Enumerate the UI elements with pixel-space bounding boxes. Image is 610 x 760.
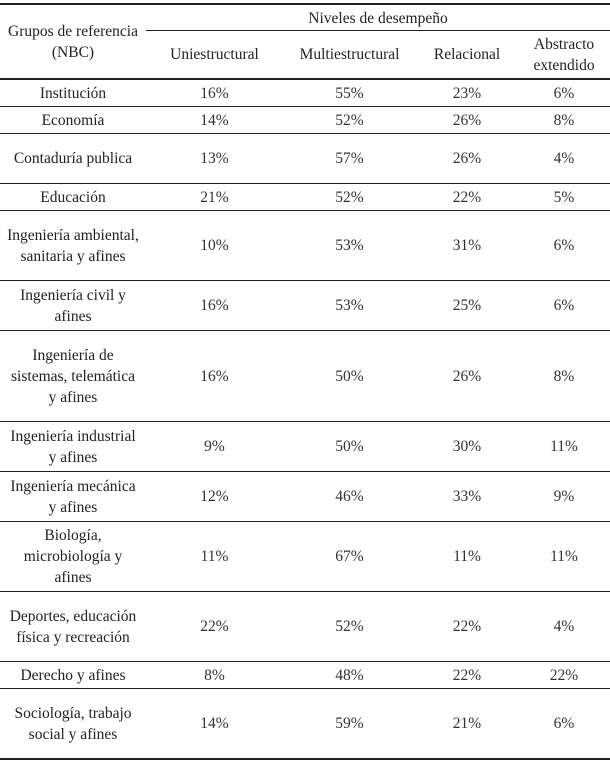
- cell-relacional: 26%: [416, 107, 518, 134]
- cell-multiestructural: 52%: [283, 592, 416, 662]
- row-group-label: Derecho y afines: [0, 662, 146, 689]
- cell-multiestructural: 55%: [283, 79, 416, 107]
- cell-multiestructural: 48%: [283, 662, 416, 689]
- cell-uniestructural: 12%: [146, 472, 283, 522]
- cell-relacional: 30%: [416, 422, 518, 472]
- cell-abstracto-extendido: 11%: [518, 522, 610, 592]
- cell-relacional: 22%: [416, 662, 518, 689]
- cell-multiestructural: 53%: [283, 281, 416, 331]
- cell-relacional: 21%: [416, 689, 518, 760]
- row-group-label: Ingeniería ambiental, sanitaria y afines: [0, 211, 146, 281]
- cell-uniestructural: 16%: [146, 79, 283, 107]
- row-group-label: Deportes, educación física y recreación: [0, 592, 146, 662]
- cell-abstracto-extendido: 4%: [518, 134, 610, 184]
- cell-multiestructural: 57%: [283, 134, 416, 184]
- cell-abstracto-extendido: 6%: [518, 79, 610, 107]
- cell-uniestructural: 9%: [146, 422, 283, 472]
- performance-levels-table: [0, 3, 610, 760]
- row-group-label: Ingeniería mecánica y afines: [0, 472, 146, 522]
- table-row: [0, 422, 610, 472]
- group-column-header: Grupos de referencia (NBC): [0, 4, 146, 79]
- table-row: [0, 184, 610, 211]
- cell-uniestructural: 14%: [146, 107, 283, 134]
- row-group-label: Economía: [0, 107, 146, 134]
- cell-multiestructural: 52%: [283, 107, 416, 134]
- table-row: [0, 79, 610, 107]
- cell-abstracto-extendido: 8%: [518, 107, 610, 134]
- cell-relacional: 31%: [416, 211, 518, 281]
- cell-abstracto-extendido: 5%: [518, 184, 610, 211]
- table-row: [0, 662, 610, 689]
- table-row: [0, 472, 610, 522]
- column-header-relacional: Relacional: [416, 31, 518, 80]
- table-row: [0, 281, 610, 331]
- cell-uniestructural: 22%: [146, 592, 283, 662]
- cell-uniestructural: 13%: [146, 134, 283, 184]
- cell-relacional: 23%: [416, 79, 518, 107]
- cell-abstracto-extendido: 9%: [518, 472, 610, 522]
- cell-multiestructural: 50%: [283, 422, 416, 472]
- row-group-label: Biología, microbiología y afines: [0, 522, 146, 592]
- table-row: [0, 331, 610, 422]
- cell-uniestructural: 10%: [146, 211, 283, 281]
- cell-multiestructural: 67%: [283, 522, 416, 592]
- levels-header: Niveles de desempeño: [146, 4, 610, 31]
- row-group-label: Ingeniería de sistemas, telemática y afines: [0, 331, 146, 422]
- table-row: [0, 134, 610, 184]
- cell-abstracto-extendido: 4%: [518, 592, 610, 662]
- column-header-multiestructural: Multiestructural: [283, 31, 416, 80]
- cell-relacional: 33%: [416, 472, 518, 522]
- column-header-abstracto-extendido: Abstracto extendido: [518, 31, 610, 80]
- row-group-label: Educación: [0, 184, 146, 211]
- column-header-uniestructural: Uniestructural: [146, 31, 283, 80]
- cell-abstracto-extendido: 8%: [518, 331, 610, 422]
- cell-uniestructural: 8%: [146, 662, 283, 689]
- cell-multiestructural: 59%: [283, 689, 416, 760]
- cell-uniestructural: 21%: [146, 184, 283, 211]
- cell-relacional: 26%: [416, 331, 518, 422]
- cell-uniestructural: 16%: [146, 281, 283, 331]
- cell-abstracto-extendido: 11%: [518, 422, 610, 472]
- row-group-label: Ingeniería civil y afines: [0, 281, 146, 331]
- cell-abstracto-extendido: 22%: [518, 662, 610, 689]
- row-group-label: Contaduría publica: [0, 134, 146, 184]
- cell-abstracto-extendido: 6%: [518, 211, 610, 281]
- row-group-label: Sociología, trabajo social y afines: [0, 689, 146, 760]
- table-row: [0, 211, 610, 281]
- cell-abstracto-extendido: 6%: [518, 689, 610, 760]
- table-row: [0, 522, 610, 592]
- cell-uniestructural: 14%: [146, 689, 283, 760]
- cell-relacional: 22%: [416, 184, 518, 211]
- cell-relacional: 11%: [416, 522, 518, 592]
- cell-multiestructural: 46%: [283, 472, 416, 522]
- table-row: [0, 689, 610, 760]
- table-row: [0, 107, 610, 134]
- cell-relacional: 25%: [416, 281, 518, 331]
- cell-relacional: 26%: [416, 134, 518, 184]
- cell-uniestructural: 11%: [146, 522, 283, 592]
- cell-uniestructural: 16%: [146, 331, 283, 422]
- cell-multiestructural: 53%: [283, 211, 416, 281]
- cell-multiestructural: 52%: [283, 184, 416, 211]
- cell-multiestructural: 50%: [283, 331, 416, 422]
- table-row: [0, 592, 610, 662]
- row-group-label: Institución: [0, 79, 146, 107]
- cell-abstracto-extendido: 6%: [518, 281, 610, 331]
- row-group-label: Ingeniería industrial y afines: [0, 422, 146, 472]
- cell-relacional: 22%: [416, 592, 518, 662]
